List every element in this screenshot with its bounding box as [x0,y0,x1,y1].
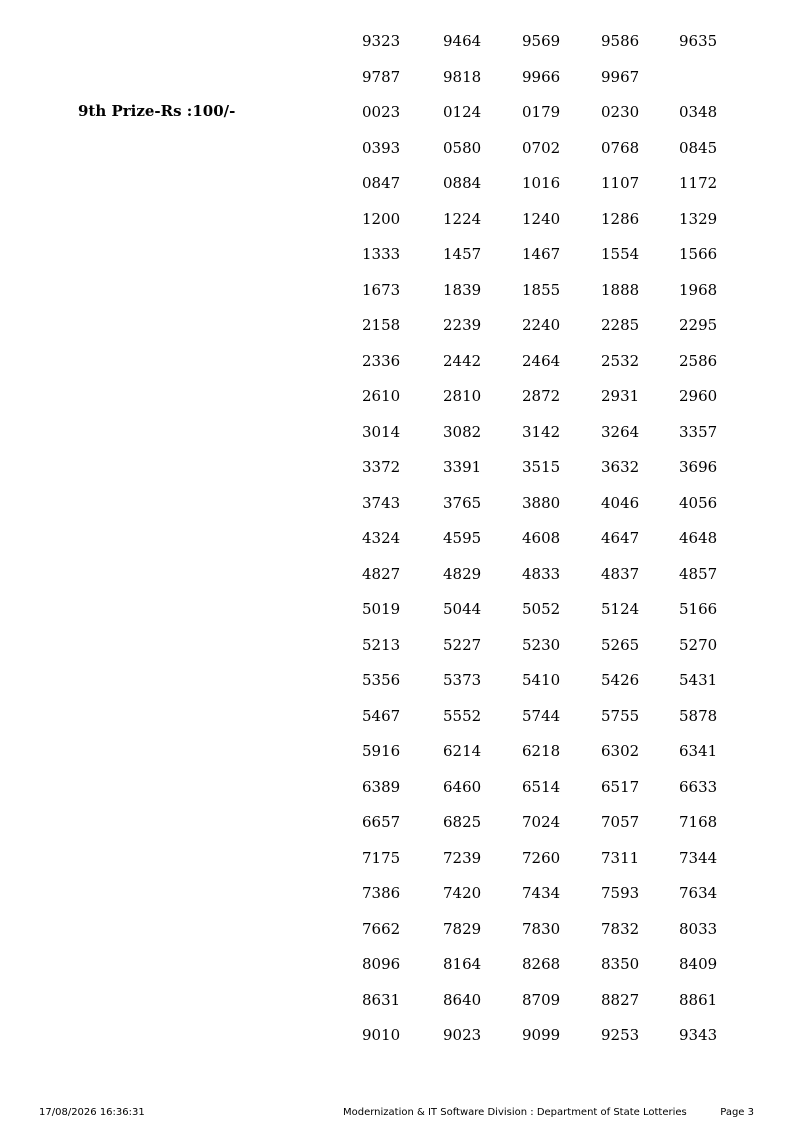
winning-number: 9966 [522,67,561,86]
winning-number: 4648 [679,529,718,547]
winning-number: 8640 [443,990,482,1009]
winning-number: 7434 [522,884,561,902]
winning-number: 4056 [679,493,718,512]
winning-number: 0845 [679,138,718,157]
number-row [0,990,800,1026]
winning-number: 7260 [522,848,561,867]
winning-number: 3357 [679,422,718,441]
winning-number: 5166 [679,600,718,618]
winning-number: 6633 [679,777,718,796]
winning-number: 3014 [362,422,401,441]
winning-number: 3264 [601,422,640,441]
winning-number: 8631 [362,990,401,1009]
winning-number: 1333 [362,245,401,263]
winning-number: 4827 [362,564,401,583]
winning-number: 2285 [601,316,640,334]
winning-number: 5467 [362,706,401,725]
winning-number: 5265 [601,635,640,654]
winning-number: 8033 [679,919,718,938]
winning-number: 5230 [522,635,561,654]
number-row [0,670,800,706]
number-row [0,386,800,422]
winning-number: 9343 [679,1026,718,1044]
number-row [0,457,800,493]
number-row [0,812,800,848]
winning-number: 1839 [443,280,482,299]
winning-number: 5124 [601,600,640,618]
winning-number: 4829 [443,564,482,583]
winning-number: 2610 [362,387,401,405]
winning-number: 9967 [601,67,640,86]
winning-number: 1172 [679,174,718,192]
number-row [0,493,800,529]
winning-number: 2810 [443,387,482,405]
winning-number: 5410 [522,671,561,689]
winning-number: 1457 [443,245,482,263]
winning-number: 4608 [522,529,561,547]
winning-number: 7634 [679,884,718,902]
winning-number: 4837 [601,564,640,583]
winning-numbers-table [0,31,800,1061]
winning-number: 7239 [443,848,482,867]
prize-label: 9th Prize-Rs :100/- [78,102,236,120]
winning-number: 9464 [443,32,482,50]
winning-number: 1016 [522,174,561,192]
winning-number: 0124 [443,103,482,121]
winning-number: 9253 [601,1026,640,1044]
winning-number: 1467 [522,245,561,263]
number-row [0,741,800,777]
winning-number: 7662 [362,919,401,938]
winning-number: 9586 [601,32,640,50]
winning-number: 6517 [601,777,640,796]
winning-number: 6460 [443,777,482,796]
winning-number: 2532 [601,351,640,370]
winning-number: 7168 [679,813,718,831]
number-row [0,777,800,813]
winning-number: 7832 [601,919,640,938]
winning-number: 2872 [522,387,561,405]
winning-number: 8709 [522,990,561,1009]
winning-number: 2960 [679,387,718,405]
number-row [0,280,800,316]
winning-number: 6657 [362,813,401,831]
number-row [0,102,800,138]
winning-number: 8827 [601,990,640,1009]
winning-number: 2158 [362,316,401,334]
winning-number: 4647 [601,529,640,547]
winning-number: 3391 [443,458,482,476]
winning-number: 5227 [443,635,482,654]
winning-number: 1673 [362,280,401,299]
number-row [0,848,800,884]
number-row [0,173,800,209]
winning-number: 2586 [679,351,718,370]
winning-number: 3372 [362,458,401,476]
winning-number: 7830 [522,919,561,938]
winning-number: 2336 [362,351,401,370]
winning-number: 3142 [522,422,561,441]
winning-number: 0768 [601,138,640,157]
winning-number: 9818 [443,67,482,86]
winning-number: 5019 [362,600,401,618]
winning-number: 9635 [679,32,718,50]
number-row [0,564,800,600]
number-row [0,244,800,280]
winning-number: 0393 [362,138,401,157]
winning-number: 5431 [679,671,718,689]
winning-number: 3632 [601,458,640,476]
number-row [0,528,800,564]
winning-number: 1855 [522,280,561,299]
winning-number: 7024 [522,813,561,831]
winning-number: 5373 [443,671,482,689]
winning-number: 2442 [443,351,482,370]
winning-number: 2239 [443,316,482,334]
winning-number: 8096 [362,955,401,973]
winning-number: 8409 [679,955,718,973]
winning-number: 3082 [443,422,482,441]
winning-number: 7175 [362,848,401,867]
winning-number: 5356 [362,671,401,689]
winning-number: 4833 [522,564,561,583]
footer-page-number: Page 3 [720,1107,754,1118]
winning-number: 1566 [679,245,718,263]
winning-number: 3743 [362,493,401,512]
winning-number: 0580 [443,138,482,157]
winning-number: 7420 [443,884,482,902]
winning-number: 5426 [601,671,640,689]
winning-number: 9023 [443,1026,482,1044]
number-row [0,351,800,387]
winning-number: 1224 [443,209,482,228]
winning-number: 8861 [679,990,718,1009]
winning-number: 8164 [443,955,482,973]
winning-number: 1888 [601,280,640,299]
winning-number: 2240 [522,316,561,334]
winning-number: 5213 [362,635,401,654]
winning-number: 6341 [679,742,718,760]
winning-number: 5878 [679,706,718,725]
winning-number: 5270 [679,635,718,654]
winning-number: 4324 [362,529,401,547]
winning-number: 4595 [443,529,482,547]
winning-number: 7057 [601,813,640,831]
winning-number: 5052 [522,600,561,618]
winning-number: 9787 [362,67,401,86]
winning-number: 2295 [679,316,718,334]
winning-number: 1968 [679,280,718,299]
winning-number: 8350 [601,955,640,973]
winning-number: 9323 [362,32,401,50]
winning-number: 5044 [443,600,482,618]
number-row [0,138,800,174]
number-row [0,209,800,245]
winning-number: 9099 [522,1026,561,1044]
winning-number: 7829 [443,919,482,938]
winning-number: 6514 [522,777,561,796]
number-row [0,31,800,67]
winning-number: 0023 [362,103,401,121]
winning-number: 7311 [601,848,640,867]
winning-number: 3765 [443,493,482,512]
winning-number: 0702 [522,138,561,157]
winning-number: 4857 [679,564,718,583]
winning-number: 4046 [601,493,640,512]
winning-number: 0847 [362,174,401,192]
winning-number: 6218 [522,742,561,760]
winning-number: 1329 [679,209,718,228]
number-row [0,919,800,955]
footer-division: Modernization & IT Software Division : Department of State Lotteries [343,1107,687,1118]
winning-number: 8268 [522,955,561,973]
winning-number: 1107 [601,174,640,192]
winning-number: 6302 [601,742,640,760]
winning-number: 2464 [522,351,561,370]
winning-number: 6825 [443,813,482,831]
number-row [0,315,800,351]
number-row [0,599,800,635]
winning-number: 0230 [601,103,640,121]
winning-number: 7593 [601,884,640,902]
number-row [0,883,800,919]
footer-timestamp: 17/08/2026 16:36:31 [39,1107,145,1118]
winning-number: 5755 [601,706,640,725]
number-row [0,954,800,990]
winning-number: 0179 [522,103,561,121]
winning-number: 5552 [443,706,482,725]
winning-number: 7344 [679,848,718,867]
winning-number: 5916 [362,742,401,760]
winning-number: 2931 [601,387,640,405]
winning-number: 1240 [522,209,561,228]
number-row [0,706,800,742]
winning-number: 1554 [601,245,640,263]
winning-number: 1200 [362,209,401,228]
number-row [0,422,800,458]
winning-number: 0348 [679,103,718,121]
winning-number: 5744 [522,706,561,725]
winning-number: 3515 [522,458,561,476]
winning-number: 9010 [362,1026,401,1044]
winning-number: 1286 [601,209,640,228]
winning-number: 3696 [679,458,718,476]
winning-number: 3880 [522,493,561,512]
number-row [0,67,800,103]
winning-number: 7386 [362,884,401,902]
number-row [0,635,800,671]
winning-number: 6389 [362,777,401,796]
number-row [0,1025,800,1061]
winning-number: 0884 [443,174,482,192]
winning-number: 9569 [522,32,561,50]
winning-number: 6214 [443,742,482,760]
